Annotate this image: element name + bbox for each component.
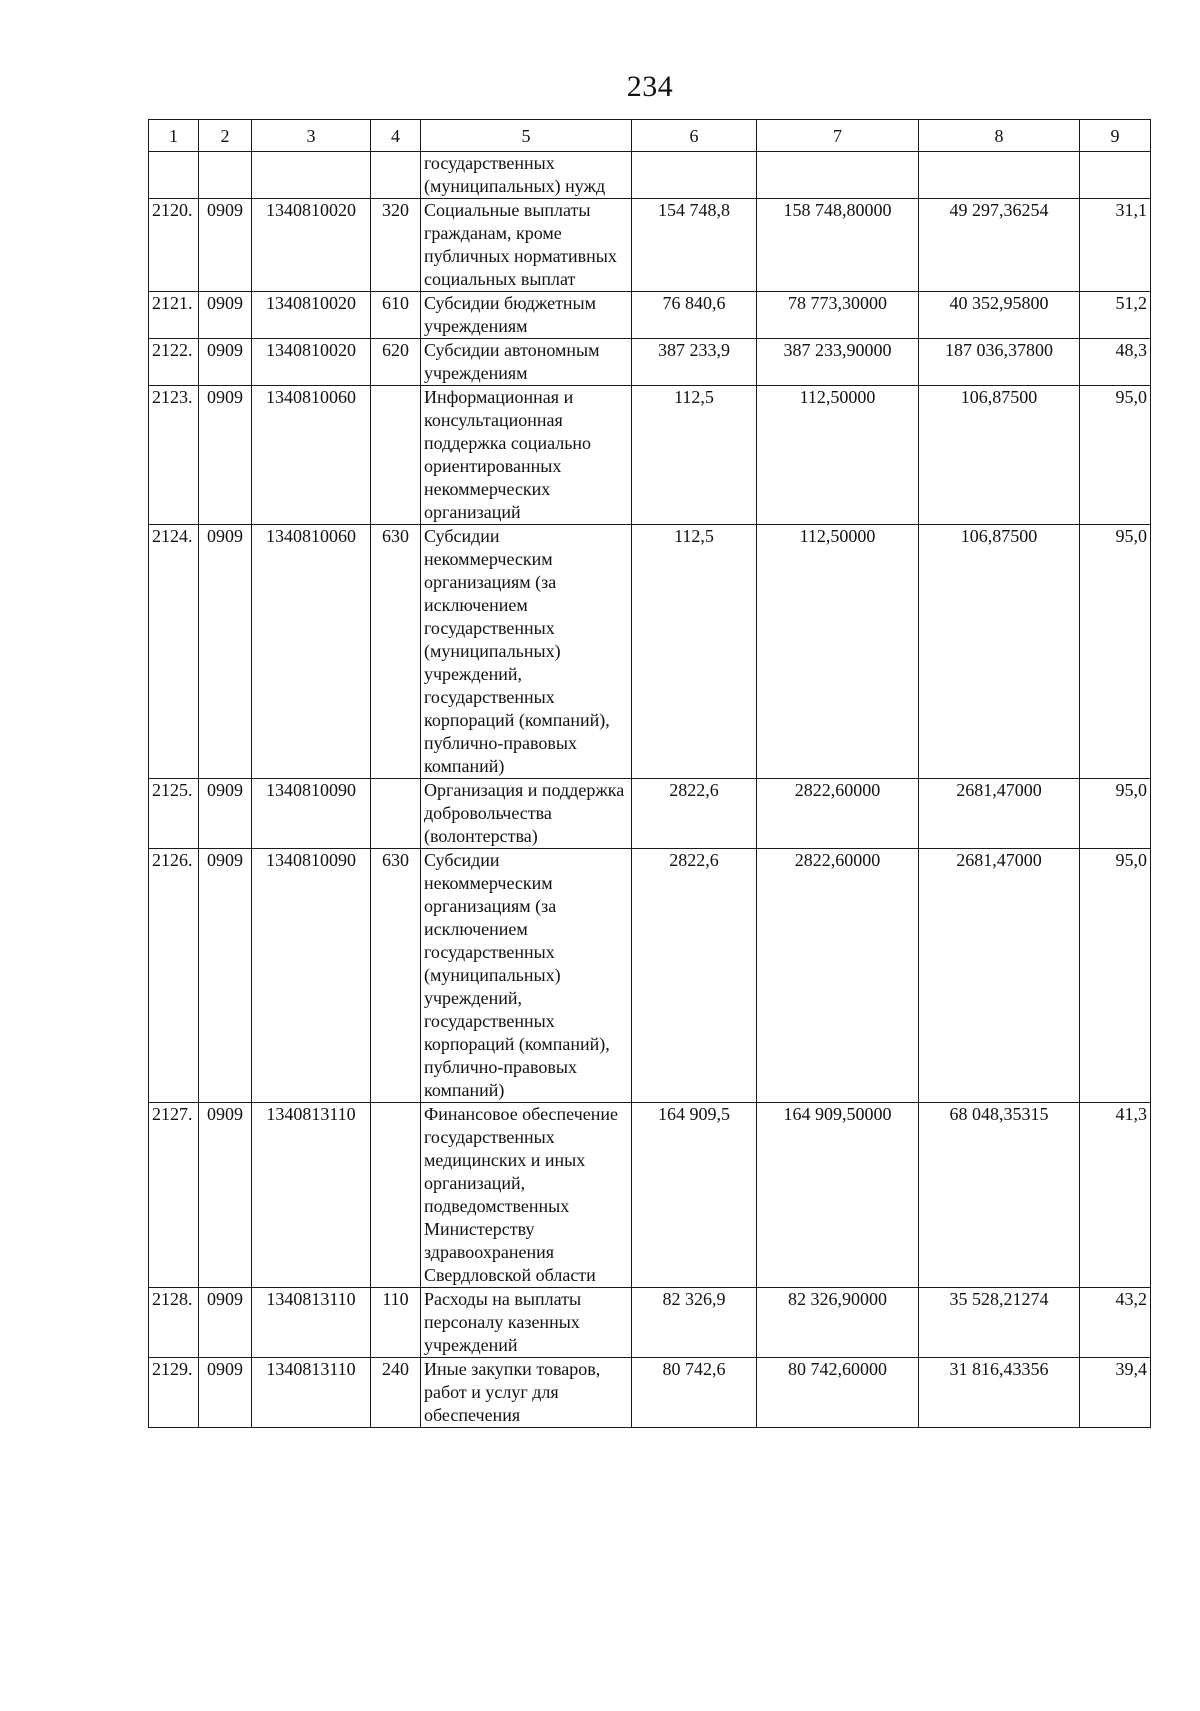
section-code-cell: 0909 [199, 292, 252, 339]
specified-amount-cell: 158 748,80000 [757, 199, 919, 292]
section-code-cell: 0909 [199, 849, 252, 1103]
section-code-cell: 0909 [199, 1103, 252, 1288]
expense-name-cell: Субсидии бюджетным учреждениям [421, 292, 632, 339]
expense-name-cell: Субсидии некоммерческим организациям (за исключением государственных (муниципальных) учреждений, государственных корпораций (компаний), публично-правовых компаний) [421, 525, 632, 779]
expense-name-cell: Субсидии некоммерческим организациям (за исключением государственных (муниципальных) учреждений, государственных корпораций (компаний), публично-правовых компаний) [421, 849, 632, 1103]
execution-percent-cell: 95,0 [1080, 779, 1151, 849]
expense-name-cell: Социальные выплаты гражданам, кроме публичных нормативных социальных выплат [421, 199, 632, 292]
approved-amount-cell: 164 909,5 [632, 1103, 757, 1288]
executed-amount-cell: 187 036,37800 [919, 339, 1080, 386]
table-row [149, 1288, 1151, 1358]
executed-amount-cell: 31 816,43356 [919, 1358, 1080, 1428]
table-body [149, 152, 1151, 1428]
section-code-cell: 0909 [199, 199, 252, 292]
specified-amount-cell: 78 773,30000 [757, 292, 919, 339]
target-article-code-cell: 1340813110 [252, 1288, 371, 1358]
specified-amount-cell [757, 152, 919, 199]
executed-amount-cell: 40 352,95800 [919, 292, 1080, 339]
approved-amount-cell: 2822,6 [632, 779, 757, 849]
row-number-cell: 2127. [149, 1103, 199, 1288]
specified-amount-cell: 82 326,90000 [757, 1288, 919, 1358]
column-header: 2 [199, 120, 252, 152]
specified-amount-cell: 2822,60000 [757, 849, 919, 1103]
approved-amount-cell: 154 748,8 [632, 199, 757, 292]
column-header: 8 [919, 120, 1080, 152]
section-code-cell: 0909 [199, 779, 252, 849]
specified-amount-cell: 80 742,60000 [757, 1358, 919, 1428]
executed-amount-cell: 2681,47000 [919, 849, 1080, 1103]
table-row [149, 525, 1151, 779]
budget-table [148, 119, 1151, 1428]
expense-name-cell: Информационная и консультационная поддержка социально ориентированных некоммерческих организаций [421, 386, 632, 525]
row-number-cell: 2124. [149, 525, 199, 779]
execution-percent-cell: 31,1 [1080, 199, 1151, 292]
target-article-code-cell: 1340810020 [252, 292, 371, 339]
execution-percent-cell: 95,0 [1080, 849, 1151, 1103]
table-row [149, 1103, 1151, 1288]
specified-amount-cell: 112,50000 [757, 386, 919, 525]
specified-amount-cell: 112,50000 [757, 525, 919, 779]
expense-type-code-cell: 610 [371, 292, 421, 339]
expense-type-code-cell: 110 [371, 1288, 421, 1358]
column-header: 5 [421, 120, 632, 152]
row-number-cell [149, 152, 199, 199]
table-row [149, 152, 1151, 199]
target-article-code-cell [252, 152, 371, 199]
table-row [149, 1358, 1151, 1428]
table-row [149, 339, 1151, 386]
row-number-cell: 2122. [149, 339, 199, 386]
expense-type-code-cell [371, 779, 421, 849]
expense-name-cell: государственных (муниципальных) нужд [421, 152, 632, 199]
section-code-cell [199, 152, 252, 199]
page-number: 234 [626, 70, 674, 103]
executed-amount-cell: 106,87500 [919, 525, 1080, 779]
table-row [149, 199, 1151, 292]
target-article-code-cell: 1340813110 [252, 1103, 371, 1288]
specified-amount-cell: 2822,60000 [757, 779, 919, 849]
column-number-header-row [149, 120, 1151, 152]
target-article-code-cell: 1340810020 [252, 339, 371, 386]
approved-amount-cell: 387 233,9 [632, 339, 757, 386]
execution-percent-cell [1080, 152, 1151, 199]
execution-percent-cell: 95,0 [1080, 386, 1151, 525]
row-number-cell: 2129. [149, 1358, 199, 1428]
column-header: 9 [1080, 120, 1151, 152]
row-number-cell: 2120. [149, 199, 199, 292]
expense-name-cell: Организация и поддержка добровольчества (волонтерства) [421, 779, 632, 849]
execution-percent-cell: 48,3 [1080, 339, 1151, 386]
expense-name-cell: Расходы на выплаты персоналу казенных учреждений [421, 1288, 632, 1358]
executed-amount-cell: 68 048,35315 [919, 1103, 1080, 1288]
approved-amount-cell: 80 742,6 [632, 1358, 757, 1428]
row-number-cell: 2126. [149, 849, 199, 1103]
execution-percent-cell: 41,3 [1080, 1103, 1151, 1288]
expense-type-code-cell: 240 [371, 1358, 421, 1428]
execution-percent-cell: 43,2 [1080, 1288, 1151, 1358]
target-article-code-cell: 1340813110 [252, 1358, 371, 1428]
approved-amount-cell [632, 152, 757, 199]
section-code-cell: 0909 [199, 1358, 252, 1428]
execution-percent-cell: 51,2 [1080, 292, 1151, 339]
approved-amount-cell: 112,5 [632, 525, 757, 779]
specified-amount-cell: 164 909,50000 [757, 1103, 919, 1288]
table-row [149, 292, 1151, 339]
executed-amount-cell [919, 152, 1080, 199]
approved-amount-cell: 112,5 [632, 386, 757, 525]
column-header: 3 [252, 120, 371, 152]
specified-amount-cell: 387 233,90000 [757, 339, 919, 386]
section-code-cell: 0909 [199, 386, 252, 525]
executed-amount-cell: 35 528,21274 [919, 1288, 1080, 1358]
expense-type-code-cell: 620 [371, 339, 421, 386]
target-article-code-cell: 1340810090 [252, 849, 371, 1103]
target-article-code-cell: 1340810060 [252, 386, 371, 525]
approved-amount-cell: 76 840,6 [632, 292, 757, 339]
section-code-cell: 0909 [199, 339, 252, 386]
table-row [149, 849, 1151, 1103]
row-number-cell: 2121. [149, 292, 199, 339]
expense-name-cell: Субсидии автономным учреждениям [421, 339, 632, 386]
expense-type-code-cell: 630 [371, 849, 421, 1103]
expense-name-cell: Финансовое обеспечение государственных медицинских и иных организаций, подведомственных Министерству здравоохранения Свердловской области [421, 1103, 632, 1288]
target-article-code-cell: 1340810090 [252, 779, 371, 849]
expense-name-cell: Иные закупки товаров, работ и услуг для обеспечения [421, 1358, 632, 1428]
row-number-cell: 2125. [149, 779, 199, 849]
table-row [149, 779, 1151, 849]
expense-type-code-cell: 320 [371, 199, 421, 292]
target-article-code-cell: 1340810020 [252, 199, 371, 292]
target-article-code-cell: 1340810060 [252, 525, 371, 779]
row-number-cell: 2128. [149, 1288, 199, 1358]
table-row [149, 386, 1151, 525]
execution-percent-cell: 95,0 [1080, 525, 1151, 779]
approved-amount-cell: 2822,6 [632, 849, 757, 1103]
section-code-cell: 0909 [199, 525, 252, 779]
column-header: 4 [371, 120, 421, 152]
column-header: 7 [757, 120, 919, 152]
column-header: 1 [149, 120, 199, 152]
expense-type-code-cell: 630 [371, 525, 421, 779]
expense-type-code-cell [371, 386, 421, 525]
executed-amount-cell: 2681,47000 [919, 779, 1080, 849]
executed-amount-cell: 49 297,36254 [919, 199, 1080, 292]
expense-type-code-cell [371, 152, 421, 199]
row-number-cell: 2123. [149, 386, 199, 525]
expense-type-code-cell [371, 1103, 421, 1288]
section-code-cell: 0909 [199, 1288, 252, 1358]
approved-amount-cell: 82 326,9 [632, 1288, 757, 1358]
execution-percent-cell: 39,4 [1080, 1358, 1151, 1428]
column-header: 6 [632, 120, 757, 152]
executed-amount-cell: 106,87500 [919, 386, 1080, 525]
